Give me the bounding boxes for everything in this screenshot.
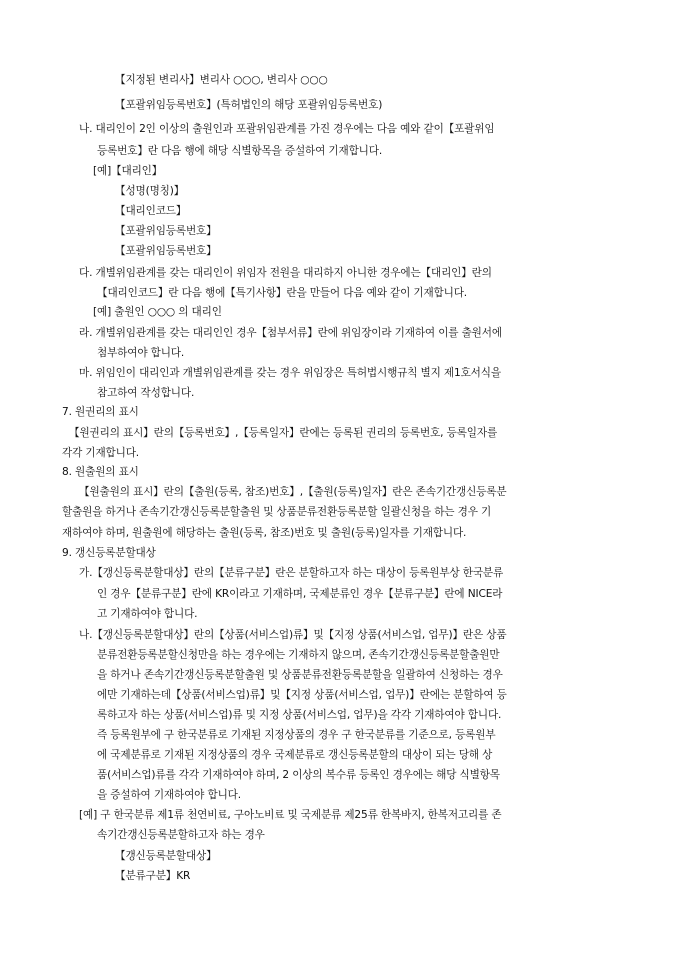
item-9-ga-line-1: 가.【갱신등록분할대상】란의【분류구분】란은 분할하고자 하는 대상이 등록원부상 한국분류 [79,567,504,579]
section-7-heading: 7. 원권리의 표시 [62,406,139,418]
example-agent-line: [예]【대리인】 [93,165,163,177]
example-applicant-agent-line: [예] 출원인 ○○○ 의 대리인 [93,306,222,318]
example-9-classification-field: 【분류구분】KR [115,870,191,882]
item-9-na-line-6: 즉 등록원부에 구 한국분류로 기재된 지정상품의 경우 구 한국분류를 기준으로, 등록원부 [97,729,496,741]
item-ma-line-1: 마. 위임인이 대리인과 개별위임관계를 갖는 경우 위임장은 특허법시행규칙 별지 제1호서식을 [79,367,501,379]
item-da-line-2: 【대리인코드】란 다음 행에【특기사항】란을 만들어 다음 예와 같이 기재합니다. [97,287,468,299]
item-na-line-1: 나. 대리인이 2인 이상의 출원인과 포괄위임관계를 가진 경우에는 다음 예와 같이【포괄위임 [79,123,495,135]
item-ra-line-2: 첨부하여야 합니다. [97,347,185,359]
item-9-na-line-2: 분류전환등록분할신청만을 하는 경우에는 기재하지 않으며, 존속기간갱신등록분할출원만 [97,649,500,661]
section-8-body-line-3: 재하여야 하며, 원출원에 해당하는 출원(등록, 참조)번호 및 출원(등록)일자를 기재합니다. [62,527,467,539]
example-9-line-2: 속기간갱신등록분할하고자 하는 경우 [97,829,265,841]
section-8-body-line-2: 할출원을 하거나 존속기간갱신등록분할출원 및 상품분류전환등록분할 일괄신청을 하는 경우 기 [62,506,492,518]
example-poa-number-line-1: 【포괄위임등록번호】 [115,225,217,237]
attorney-designated-line: 【지정된 변리사】변리사 ○○○, 변리사 ○○○ [115,74,328,86]
item-9-na-line-5: 록하고자 하는 상품(서비스업)류 및 지정 상품(서비스업, 업무)을 각각 기재하여야 합니다. [97,709,502,721]
item-9-na-line-8: 품(서비스업)류를 각각 기재하여야 하며, 2 이상의 복수류 등록인 경우에는 해당 식별항목 [97,769,500,781]
section-7-body-line-2: 각각 기재합니다. [62,447,140,459]
item-9-ga-line-2: 인 경우【분류구분】란에 KR이라고 기재하며, 국제분류인 경우【분류구분】란에 NICE라 [97,588,503,600]
item-9-na-line-9: 을 증설하여 기재하여야 합니다. [97,789,241,801]
section-8-heading: 8. 원출원의 표시 [62,466,139,478]
item-ma-line-2: 참고하여 작성합니다. [97,387,195,399]
example-agent-code-line: 【대리인코드】 [115,205,187,217]
power-of-attorney-number-line: 【포괄위임등록번호】(특허법인의 해당 포괄위임등록번호) [115,99,383,111]
example-9-line-1: [예] 구 한국분류 제1류 천연비료, 구아노비료 및 국제분류 제25류 한복바지, 한복저고리를 존 [79,809,502,821]
item-na-line-2: 등록번호】란 다음 행에 해당 식별항목을 증설하여 기재합니다. [97,145,383,157]
section-9-heading: 9. 갱신등록분할대상 [62,547,156,559]
example-name-line: 【성명(명칭)】 [115,185,185,197]
item-9-na-line-1: 나.【갱신등록분할대상】란의【상품(서비스업)류】및【지정 상품(서비스업, 업무)】란은 상품 [79,629,507,641]
example-poa-number-line-2: 【포괄위임등록번호】 [115,245,217,257]
example-9-target-field: 【갱신등록분할대상】 [115,850,217,862]
item-da-line-1: 다. 개별위임관계를 갖는 대리인이 위임자 전원을 대리하지 아니한 경우에는【대리인】란의 [79,267,492,279]
item-ra-line-1: 라. 개별위임관계를 갖는 대리인인 경우【첨부서류】란에 위임장이라 기재하여 이를 출원서에 [79,327,502,339]
item-9-ga-line-3: 고 기재하여야 합니다. [97,608,198,620]
section-7-body-line-1: 【원권리의 표시】란의【등록번호】,【등록일자】란에는 등록된 권리의 등록번호, 등록일자를 [69,427,498,439]
section-8-body-line-1: 【원출원의 표시】란의【출원(등록, 참조)번호】,【출원(등록)일자】란은 존속기간갱신등록분 [79,486,507,498]
item-9-na-line-4: 에만 기재하는데【상품(서비스업)류】및【지정 상품(서비스업, 업무)】란에는 분할하여 등 [97,689,507,701]
item-9-na-line-3: 을 하거나 존속기간갱신등록분할출원 및 상품분류전환등록분할을 일괄하여 신청하는 경우 [97,669,503,681]
item-9-na-line-7: 에 국제분류로 기재된 지정상품의 경우 국제분류로 갱신등록분할의 대상이 되는 당해 상 [97,749,493,761]
